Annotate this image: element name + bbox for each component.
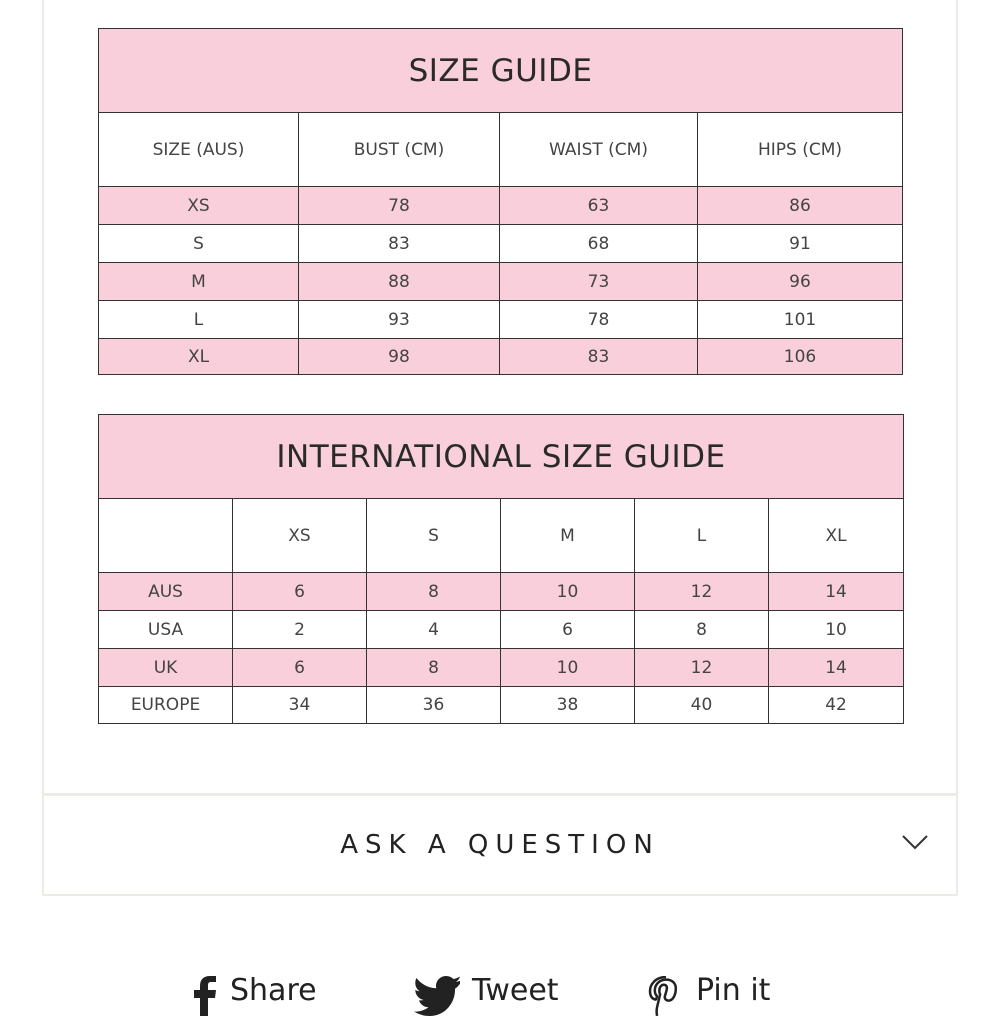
- table-cell: 12: [635, 573, 769, 611]
- table-cell: 83: [500, 339, 698, 375]
- table-cell: 34: [233, 687, 367, 724]
- table-cell: 98: [299, 339, 500, 375]
- international-size-guide-title: INTERNATIONAL SIZE GUIDE: [99, 415, 904, 499]
- table-cell: 40: [635, 687, 769, 724]
- header-cell: HIPS (CM): [698, 113, 903, 187]
- table-row: [99, 611, 904, 649]
- table-row: [99, 649, 904, 687]
- table-cell: 63: [500, 187, 698, 225]
- table-cell: 6: [233, 573, 367, 611]
- international-size-guide-table: [98, 414, 904, 724]
- table-cell: 106: [698, 339, 903, 375]
- chevron-down-icon: [902, 834, 928, 854]
- header-cell: XL: [769, 499, 904, 573]
- table-row: [99, 187, 903, 225]
- share-label: Share: [230, 973, 317, 1008]
- table-row: [99, 339, 903, 375]
- twitter-icon: [414, 976, 460, 1022]
- table-cell: 78: [299, 187, 500, 225]
- table-cell: XL: [99, 339, 299, 375]
- table-row: [99, 573, 904, 611]
- table-cell: 36: [367, 687, 501, 724]
- header-cell: XS: [233, 499, 367, 573]
- table-row: [99, 263, 903, 301]
- table-cell: 38: [501, 687, 635, 724]
- ask-a-question-label: ASK A QUESTION: [340, 830, 660, 860]
- share-label: Tweet: [472, 973, 559, 1008]
- size-guide-header-row: [99, 113, 903, 187]
- table-cell: M: [99, 263, 299, 301]
- table-cell: 14: [769, 573, 904, 611]
- share-facebook-link[interactable]: [190, 973, 317, 1022]
- header-cell: L: [635, 499, 769, 573]
- table-cell: 10: [501, 573, 635, 611]
- table-cell: 4: [367, 611, 501, 649]
- table-cell: 93: [299, 301, 500, 339]
- table-cell: 14: [769, 649, 904, 687]
- table-cell: USA: [99, 611, 233, 649]
- table-cell: UK: [99, 649, 233, 687]
- table-cell: 2: [233, 611, 367, 649]
- header-cell: BUST (CM): [299, 113, 500, 187]
- table-cell: 101: [698, 301, 903, 339]
- table-cell: 88: [299, 263, 500, 301]
- table-row: [99, 225, 903, 263]
- table-cell: EUROPE: [99, 687, 233, 724]
- size-guide-table: [98, 28, 903, 375]
- table-row: [99, 687, 904, 724]
- table-cell: 73: [500, 263, 698, 301]
- table-cell: 8: [367, 573, 501, 611]
- table-row: [99, 301, 903, 339]
- intl-header-row: [99, 499, 904, 573]
- header-cell: WAIST (CM): [500, 113, 698, 187]
- table-cell: XS: [99, 187, 299, 225]
- table-cell: 10: [501, 649, 635, 687]
- share-pinterest-link[interactable]: [648, 973, 771, 1022]
- table-cell: 8: [367, 649, 501, 687]
- share-label: Pin it: [696, 973, 771, 1008]
- header-cell: M: [501, 499, 635, 573]
- pinterest-icon: [648, 976, 684, 1022]
- table-cell: 10: [769, 611, 904, 649]
- size-guide-title: SIZE GUIDE: [99, 29, 903, 113]
- social-share-bar: [0, 970, 999, 1010]
- table-cell: AUS: [99, 573, 233, 611]
- table-cell: 86: [698, 187, 903, 225]
- header-cell: [99, 499, 233, 573]
- header-cell: S: [367, 499, 501, 573]
- table-cell: S: [99, 225, 299, 263]
- share-twitter-link[interactable]: [414, 973, 559, 1022]
- table-cell: 42: [769, 687, 904, 724]
- table-cell: 12: [635, 649, 769, 687]
- ask-a-question-accordion[interactable]: [44, 796, 956, 894]
- table-cell: 6: [501, 611, 635, 649]
- table-cell: 78: [500, 301, 698, 339]
- table-cell: 68: [500, 225, 698, 263]
- table-cell: L: [99, 301, 299, 339]
- table-cell: 96: [698, 263, 903, 301]
- table-cell: 8: [635, 611, 769, 649]
- header-cell: SIZE (AUS): [99, 113, 299, 187]
- facebook-icon: [190, 976, 218, 1022]
- table-cell: 91: [698, 225, 903, 263]
- table-cell: 6: [233, 649, 367, 687]
- table-cell: 83: [299, 225, 500, 263]
